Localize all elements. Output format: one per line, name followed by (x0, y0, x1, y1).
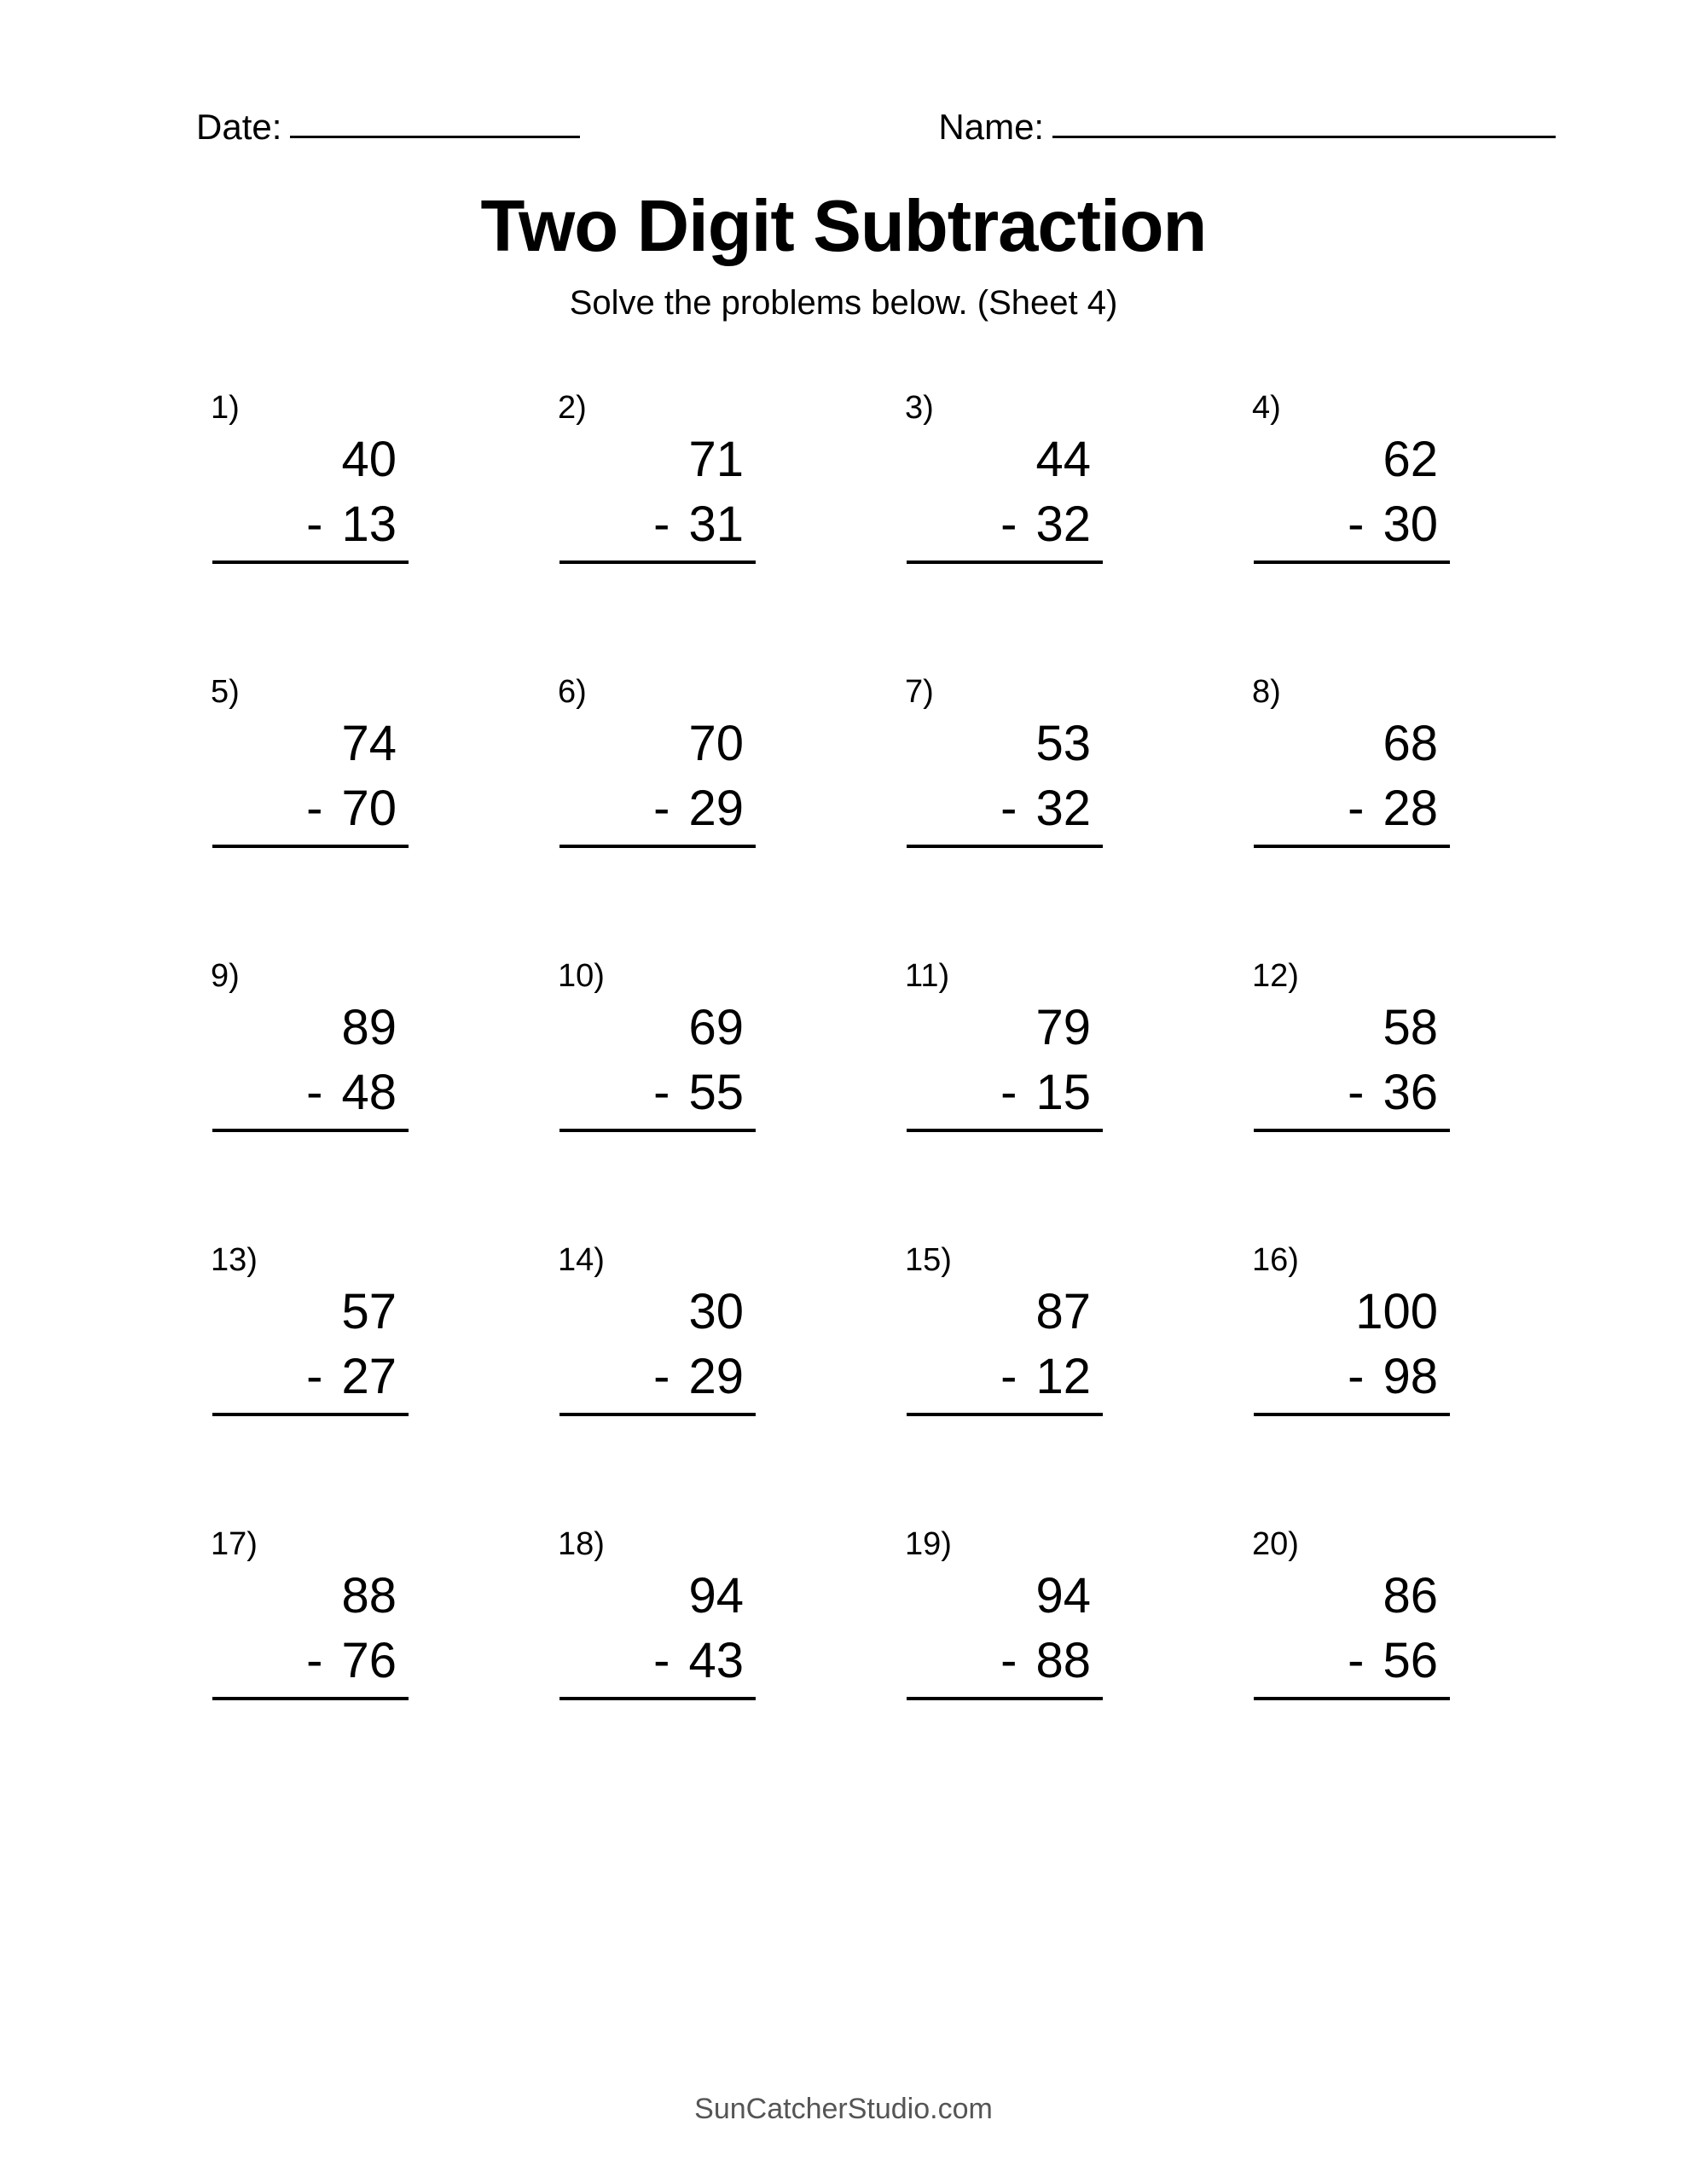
answer-rule[interactable] (212, 845, 409, 848)
minus-operator: - (1348, 1633, 1365, 1688)
subtrahend-row (1242, 1629, 1472, 1693)
subtrahend: 55 (688, 1065, 744, 1120)
minus-operator: - (653, 781, 670, 836)
subtrahend-row (895, 776, 1125, 841)
subtrahend-row (200, 1629, 431, 1693)
problem-item (1191, 1244, 1538, 1427)
minuend: 79 (1035, 1000, 1091, 1055)
problem-body (895, 1564, 1125, 1700)
page-title: Two Digit Subtraction (480, 186, 1207, 267)
subtrahend-row (1242, 776, 1472, 841)
problem-item (496, 676, 844, 859)
subtrahend-row (895, 1345, 1125, 1409)
problem-item (496, 392, 844, 575)
subtrahend: 76 (341, 1633, 397, 1688)
minus-operator: - (1000, 497, 1017, 552)
problem-number: 6) (558, 674, 587, 710)
minus-operator: - (653, 1633, 670, 1688)
answer-rule[interactable] (559, 1697, 756, 1700)
minus-operator: - (1348, 1065, 1365, 1120)
subtrahend-row (548, 776, 778, 841)
problem-number: 12) (1252, 958, 1299, 994)
subtrahend-row (548, 1060, 778, 1125)
subtrahend: 12 (1035, 1349, 1091, 1404)
problem-number: 14) (558, 1242, 605, 1278)
subtrahend: 29 (688, 781, 744, 836)
problem-item (844, 1244, 1191, 1427)
problem-number: 9) (211, 958, 240, 994)
minuend: 62 (1383, 432, 1438, 487)
date-write-line[interactable] (290, 135, 580, 138)
minus-operator: - (653, 1065, 670, 1120)
problem-item (496, 1244, 844, 1427)
problem-item (496, 960, 844, 1143)
problem-body (895, 712, 1125, 848)
subtrahend-row (1242, 1345, 1472, 1409)
problem-number: 4) (1252, 390, 1281, 426)
name-label: Name: (938, 107, 1045, 147)
problem-body (548, 427, 778, 564)
answer-rule[interactable] (559, 845, 756, 848)
problem-item (844, 1528, 1191, 1711)
minuend: 44 (1035, 432, 1091, 487)
minuend: 74 (341, 716, 397, 771)
problem-item (149, 676, 496, 859)
problem-number: 2) (558, 390, 587, 426)
subtrahend: 29 (688, 1349, 744, 1404)
subtrahend-row (1242, 492, 1472, 557)
subtrahend-row (200, 1345, 431, 1409)
problem-item (1191, 1528, 1538, 1711)
problem-item (1191, 960, 1538, 1143)
problem-item (844, 392, 1191, 575)
problem-item (149, 392, 496, 575)
minuend: 71 (688, 432, 744, 487)
answer-rule[interactable] (907, 1697, 1103, 1700)
subtrahend: 30 (1383, 497, 1438, 552)
subtrahend-row (548, 492, 778, 557)
problem-number: 16) (1252, 1242, 1299, 1278)
problem-body (1242, 712, 1472, 848)
minus-operator: - (306, 1349, 323, 1404)
problem-body (1242, 996, 1472, 1132)
answer-rule[interactable] (1254, 1129, 1450, 1132)
footer-credit: SunCatcherStudio.com (694, 2093, 993, 2125)
minuend: 86 (1383, 1568, 1438, 1623)
minuend: 89 (341, 1000, 397, 1055)
minus-operator: - (653, 497, 670, 552)
minus-operator: - (1000, 1065, 1017, 1120)
subtrahend-row (895, 1629, 1125, 1693)
problem-body (200, 427, 431, 564)
problem-number: 18) (558, 1526, 605, 1562)
answer-rule[interactable] (212, 561, 409, 564)
problem-body (895, 427, 1125, 564)
problem-number: 17) (211, 1526, 258, 1562)
subtrahend: 70 (341, 781, 397, 836)
name-write-line[interactable] (1052, 135, 1556, 138)
minus-operator: - (306, 1065, 323, 1120)
answer-rule[interactable] (907, 1413, 1103, 1416)
page-subtitle: Solve the problems below. (Sheet 4) (569, 284, 1118, 322)
subtrahend-row (895, 1060, 1125, 1125)
minus-operator: - (1000, 1633, 1017, 1688)
subtrahend: 31 (688, 497, 744, 552)
subtrahend-row (548, 1629, 778, 1693)
problem-item (496, 1528, 844, 1711)
answer-rule[interactable] (1254, 845, 1450, 848)
minus-operator: - (1348, 1349, 1365, 1404)
answer-rule[interactable] (559, 561, 756, 564)
answer-rule[interactable] (1254, 1697, 1450, 1700)
minus-operator: - (653, 1349, 670, 1404)
answer-rule[interactable] (212, 1697, 409, 1700)
minus-operator: - (306, 497, 323, 552)
minus-operator: - (1348, 781, 1365, 836)
minuend: 30 (688, 1284, 744, 1339)
problem-body (200, 1280, 431, 1416)
minus-operator: - (306, 1633, 323, 1688)
problem-number: 15) (905, 1242, 952, 1278)
problem-body (548, 712, 778, 848)
subtrahend-row (895, 492, 1125, 557)
problem-body (1242, 1564, 1472, 1700)
minuend: 94 (688, 1568, 744, 1623)
minuend: 69 (688, 1000, 744, 1055)
subtrahend: 43 (688, 1633, 744, 1688)
problem-item (844, 676, 1191, 859)
subtrahend: 13 (341, 497, 397, 552)
minus-operator: - (306, 781, 323, 836)
minuend: 57 (341, 1284, 397, 1339)
subtrahend-row (200, 492, 431, 557)
problem-body (895, 1280, 1125, 1416)
problem-number: 7) (905, 674, 934, 710)
minuend: 68 (1383, 716, 1438, 771)
answer-rule[interactable] (212, 1413, 409, 1416)
subtrahend: 32 (1035, 781, 1091, 836)
minuend: 94 (1035, 1568, 1091, 1623)
subtrahend-row (1242, 1060, 1472, 1125)
problem-body (200, 996, 431, 1132)
problem-number: 5) (211, 674, 240, 710)
problem-item (149, 960, 496, 1143)
minuend: 87 (1035, 1284, 1091, 1339)
problem-item (1191, 392, 1538, 575)
problem-body (200, 1564, 431, 1700)
name-field[interactable] (938, 109, 1556, 145)
date-field[interactable] (196, 109, 580, 145)
answer-rule[interactable] (1254, 1413, 1450, 1416)
subtrahend: 15 (1035, 1065, 1091, 1120)
minuend: 100 (1355, 1284, 1438, 1339)
minuend: 53 (1035, 716, 1091, 771)
subtrahend: 98 (1383, 1349, 1438, 1404)
subtrahend: 27 (341, 1349, 397, 1404)
subtrahend: 48 (341, 1065, 397, 1120)
problem-body (1242, 427, 1472, 564)
minuend: 40 (341, 432, 397, 487)
subtrahend: 56 (1383, 1633, 1438, 1688)
problem-grid (149, 392, 1538, 1711)
minus-operator: - (1348, 497, 1365, 552)
date-label: Date: (196, 107, 282, 147)
problem-item (1191, 676, 1538, 859)
problem-number: 19) (905, 1526, 952, 1562)
answer-rule[interactable] (212, 1129, 409, 1132)
answer-rule[interactable] (559, 1129, 756, 1132)
subtrahend: 36 (1383, 1065, 1438, 1120)
problem-body (548, 996, 778, 1132)
problem-number: 20) (1252, 1526, 1299, 1562)
answer-rule[interactable] (1254, 561, 1450, 564)
subtrahend-row (548, 1345, 778, 1409)
problem-number: 11) (905, 958, 950, 994)
problem-item (844, 960, 1191, 1143)
problem-body (895, 996, 1125, 1132)
minuend: 70 (688, 716, 744, 771)
problem-item (149, 1244, 496, 1427)
problem-number: 1) (211, 390, 240, 426)
problem-number: 10) (558, 958, 605, 994)
subtrahend-row (200, 1060, 431, 1125)
minuend: 58 (1383, 1000, 1438, 1055)
subtrahend-row (200, 776, 431, 841)
problem-body (200, 712, 431, 848)
answer-rule[interactable] (907, 845, 1103, 848)
answer-rule[interactable] (907, 1129, 1103, 1132)
problem-number: 8) (1252, 674, 1281, 710)
answer-rule[interactable] (559, 1413, 756, 1416)
subtrahend: 32 (1035, 497, 1091, 552)
minus-operator: - (1000, 1349, 1017, 1404)
answer-rule[interactable] (907, 561, 1103, 564)
problem-item (149, 1528, 496, 1711)
subtrahend: 28 (1383, 781, 1438, 836)
header-fields (149, 0, 1538, 145)
problem-number: 3) (905, 390, 934, 426)
problem-body (548, 1564, 778, 1700)
subtrahend: 88 (1035, 1633, 1091, 1688)
minus-operator: - (1000, 781, 1017, 836)
problem-number: 13) (211, 1242, 258, 1278)
problem-body (1242, 1280, 1472, 1416)
minuend: 88 (341, 1568, 397, 1623)
problem-body (548, 1280, 778, 1416)
